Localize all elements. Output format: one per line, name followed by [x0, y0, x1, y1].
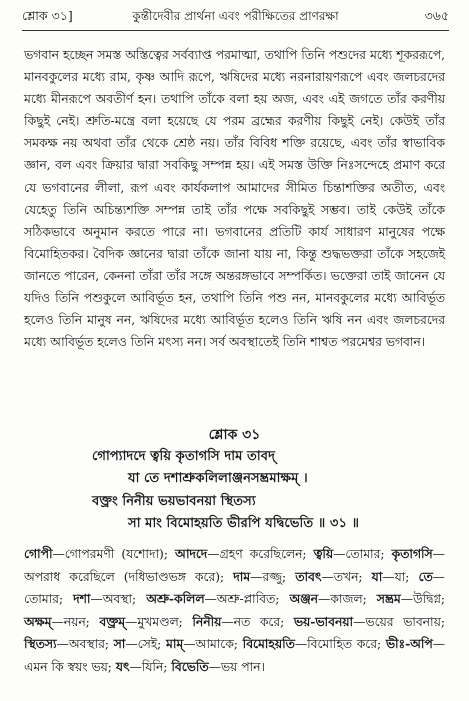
- glossary-term: তাবৎ: [295, 568, 322, 584]
- glossary-entry: যা—যা;: [371, 568, 410, 584]
- glossary-meaning: অশ্রু-প্লাবিত;: [216, 592, 280, 607]
- glossary-term: অশ্রু-কলিল: [146, 591, 205, 607]
- glossary-term: অক্ষম্: [24, 613, 52, 629]
- glossary-term: ত্বয়ি: [313, 546, 334, 561]
- glossary-meaning: ভয় পান।: [220, 659, 265, 674]
- glossary-meaning: তোমার;: [345, 547, 385, 561]
- glossary-term: যা: [371, 568, 383, 584]
- glossary-term: ভয়-ভাবনয়া: [293, 613, 354, 629]
- glossary-term: আদদে: [175, 546, 208, 561]
- glossary-meaning: যা;: [394, 569, 410, 584]
- glossary-term: বক্ত্রম্: [99, 613, 126, 629]
- glossary-term: সা: [113, 636, 126, 652]
- glossary-meaning: গ্রহণ করেছিলেন;: [219, 547, 307, 561]
- glossary-meaning: আমাকে;: [195, 637, 238, 652]
- glossary-entry: সা—সেই;: [113, 636, 162, 652]
- glossary-entry: বিভেতি—ভয় পান।: [171, 658, 265, 674]
- glossary-entry: তে—তোমার;: [24, 568, 445, 607]
- glossary-meaning: এমন কি স্বয়ং ভয়;: [24, 659, 112, 674]
- glossary-meaning: যিনি;: [141, 659, 168, 674]
- glossary-meaning: কাজল;: [330, 592, 367, 607]
- verse-title: শ্লোক ৩১: [208, 427, 261, 443]
- glossary-term: বিমোহয়তি: [242, 636, 295, 652]
- verse-line: যা তে দশাশ্রুকলিলাঞ্জনসম্ভ্রমাক্ষম্ ।: [128, 471, 308, 487]
- glossary-entry: যৎ—যিনি;: [115, 658, 168, 674]
- verse-line: সা মাং বিমোহয়তি ভীরপি যদ্বিভেতি ॥ ৩১ ॥: [128, 516, 360, 532]
- word-glossary: [24, 543, 445, 679]
- glossary-entry: স্থিতস্য—অবস্থার;: [24, 636, 109, 652]
- glossary-term: অঞ্জন: [289, 591, 318, 607]
- glossary-entry: গোপী—গোপরমণী (যশোদা);: [24, 546, 168, 561]
- glossary-term: স্থিতস্য: [24, 636, 57, 652]
- glossary-entry: বিমোহয়তি—বিমোহিত করে;: [242, 636, 382, 652]
- glossary-entry: বক্ত্রম্—মুখমণ্ডল;: [99, 613, 183, 629]
- glossary-entry: অশ্রু-কলিল—অশ্রু-প্লাবিত;: [146, 591, 280, 607]
- glossary-meaning: নয়ন;: [63, 614, 90, 629]
- glossary-entry: মাম্—আমাকে;: [166, 636, 238, 652]
- glossary-meaning: সেই;: [137, 637, 162, 652]
- verse-line: গোপ্যাদদে ত্বয়ি কৃতাগসি দাম তাবদ্: [92, 449, 275, 464]
- glossary-entry: কৃতাগসি—অপরাধ করেছিলে (দধিভাণ্ডভঙ্গ করে);: [24, 546, 445, 584]
- verse-block: [0, 424, 469, 536]
- glossary-meaning: নত করে;: [233, 614, 285, 629]
- glossary-meaning: তখন;: [333, 569, 363, 584]
- verse-reference: শ্লোক ৩১]: [22, 8, 73, 23]
- purport-paragraph: ভগবান হচ্ছেন সমস্ত অস্তিত্বের সর্বব্যাপ্ত পরমাত্মা, তথাপি তিনি পশুদের মধ্যে শূকররূপে, মানবকুলের মধ্যে রাম, কৃষ্ণ আদি রূপে, ঋষিদের মধ্যে নরনারায়ণরূপে এবং জলচরদের মধ্যে মীনরূপে অবতীর্ণ হন। তথাপি তাঁকে বলা হয় অজ, এবং এই জগতে তাঁর করণীয় কিছুই নেই। শ্রুতি-মন্ত্রে বলা হয়েছে যে পরম ব্রহ্মের করণীয় কিছুই নেই। কেউই তাঁর সমকক্ষ নয় অথবা তাঁর থেকে শ্রেষ্ঠ নয়। তাঁর বিবিধ শক্তি রয়েছে, এবং তাঁর স্বাভাবিক জ্ঞান, বল এবং ক্রিয়ার দ্বারা সবকিছু সম্পন্ন হয়। এই সমস্ত উক্তি নিঃসন্দেহে প্রমাণ করে যে ভগবানের লীলা, রূপ এবং কার্যকলাপ আমাদের সীমিত চিন্তাশক্তির অতীত, এবং যেহেতু তিনি অচিন্ত্যশক্তি সম্পন্ন তাই তাঁর পক্ষে সবকিছুই সম্ভব। তাই কেউই তাঁকে সঠিকভাবে অনুমান করতে পারে না। ভগবানের প্রতিটি কার্য সাধারণ মানুষের পক্ষে বিমোহিতকর। বৈদিক জ্ঞানের দ্বারা তাঁকে জানা যায় না, কিন্তু শুদ্ধভক্তরা তাঁকে সহজেই জানতে পারেন, কেননা তাঁরা তাঁর সঙ্গে অন্তরঙ্গভাবে সম্পর্কিত। ভক্তেরা তাই জানেন যে যদিও তিনি পশুকুলে আবির্ভূত হন, তথাপি তিনি পশু নন, মানবকুলের মধ্যে আবির্ভূত হলেও তিনি মানুষ নন, ঋষিদের মধ্যে আবির্ভূত হলেও তিনি ঋষি নন এবং জলচরদের মধ্যে আবির্ভূত হলেও তিনি মৎস্য নন। সর্ব অবস্থাতেই তিনি শাশ্বত পরমেশ্বর ভগবান।: [24, 48, 445, 350]
- glossary-term: ভীঃ-অপি: [385, 636, 433, 652]
- glossary-term: কৃতাগসি: [391, 546, 433, 561]
- glossary-term: গোপী: [24, 546, 53, 561]
- verse-line: বক্ত্রং নিনীয় ভয়ভাবনয়া স্থিতস্য: [92, 493, 256, 509]
- glossary-entry: অঞ্জন—কাজল;: [289, 591, 367, 607]
- glossary-entry: ভীঃ-অপি—এমন কি স্বয়ং ভয়;: [24, 636, 445, 674]
- glossary-entry: অক্ষম্—নয়ন;: [24, 613, 90, 629]
- glossary-meaning: মুখমণ্ডল;: [137, 614, 183, 629]
- glossary-meaning: অপরাধ করেছিলে (দধিভাণ্ডভঙ্গ করে);: [24, 569, 225, 584]
- page-number: ৩৬৫: [424, 8, 449, 23]
- glossary-meaning: অবস্থা;: [102, 592, 137, 607]
- glossary-entry: দাম—রজ্জু;: [233, 568, 287, 584]
- glossary-entry: দশা—অবস্থা;: [73, 591, 137, 607]
- glossary-term: নিনীয়: [192, 613, 222, 629]
- glossary-entry: তাবৎ—তখন;: [295, 568, 363, 584]
- glossary-meaning: তোমার;: [24, 592, 64, 607]
- glossary-meaning: ভয়ের ভাবনায়;: [365, 614, 445, 629]
- glossary-term: সম্ভ্রম: [376, 591, 401, 607]
- glossary-entry: ত্বয়ি—তোমার;: [313, 546, 385, 561]
- glossary-meaning: বিমোহিত করে;: [307, 637, 382, 652]
- glossary-term: তে: [418, 568, 433, 584]
- glossary-term: যৎ: [115, 658, 130, 674]
- glossary-term: দশা: [73, 591, 91, 607]
- glossary-meaning: গোপরমণী (যশোদা);: [64, 547, 168, 561]
- glossary-term: দাম: [233, 568, 251, 584]
- glossary-entry: ভয়-ভাবনয়া—ভয়ের ভাবনায়;: [293, 613, 445, 629]
- glossary-term: মাম্: [166, 636, 184, 652]
- chapter-title: কুন্তীদেবীর প্রার্থনা এবং পরীক্ষিতের প্রাণরক্ষা: [132, 9, 339, 23]
- glossary-term: বিভেতি: [171, 658, 209, 674]
- glossary-entry: সম্ভ্রম—উদ্বিগ্ন;: [376, 591, 445, 607]
- glossary-meaning: উদ্বিগ্ন;: [413, 592, 445, 607]
- glossary-entry: নিনীয়—নত করে;: [192, 613, 285, 629]
- glossary-meaning: রজ্জু;: [262, 569, 287, 584]
- page-header: [22, 8, 449, 28]
- glossary-entry: আদদে—গ্রহণ করেছিলেন;: [175, 546, 307, 561]
- header-rule: [22, 30, 449, 31]
- glossary-meaning: অবস্থার;: [68, 637, 109, 652]
